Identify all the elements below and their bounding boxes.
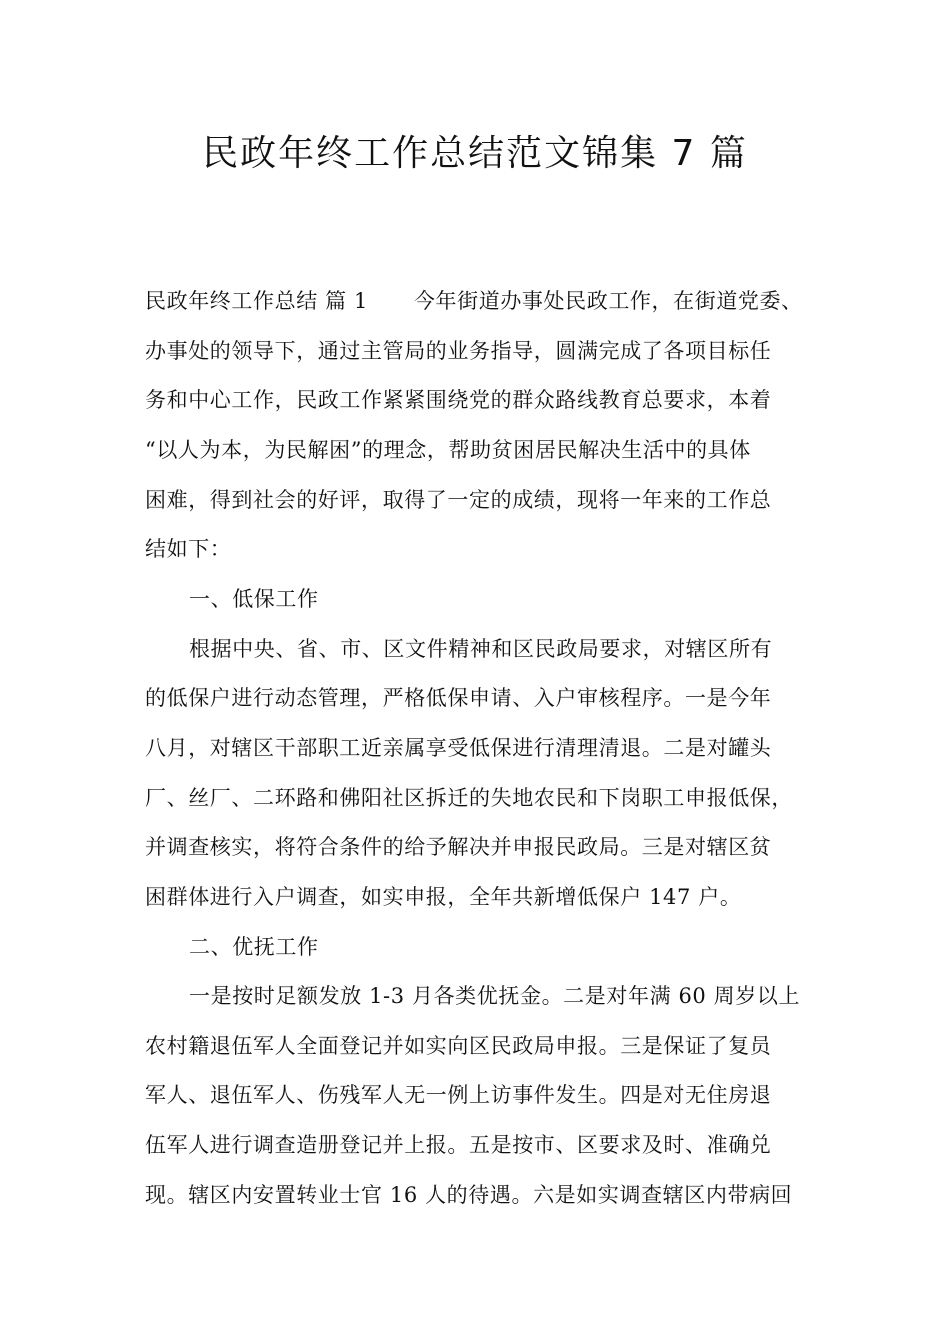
paragraph-line: 办事处的领导下，通过主管局的业务指导，圆满完成了各项目标任 [145,339,772,363]
paragraph-line: 军人、退伍军人、伤残军人无一例上访事件发生。四是对无住房退 [145,1083,772,1107]
paragraph-line: 困群体进行入户调查，如实申报，全年共新增低保户 147 户。 [145,885,742,909]
paragraph-line: 厂、丝厂、二环路和佛阳社区拆迁的失地农民和下岗职工申报低保， [145,786,793,810]
paragraph-line: 务和中心工作，民政工作紧紧围绕党的群众路线教育总要求，本着 [145,388,772,412]
paragraph-line [145,285,803,317]
document-title: 民政年终工作总结范文锦集 7 篇 [202,133,748,174]
section-heading: 一、低保工作 [189,587,319,611]
section-label: 民政年终工作总结 篇 1 [145,289,368,313]
paragraph-line: 根据中央、省、市、区文件精神和区民政局要求，对辖区所有 [189,637,773,661]
paragraph-line: “以人为本，为民解困”的理念，帮助贫困居民解决生活中的具体 [145,438,751,462]
paragraph-line: 一是按时足额发放 1-3 月各类优抚金。二是对年满 60 周岁以上 [189,984,801,1008]
paragraph-line: 伍军人进行调查造册登记并上报。五是按市、区要求及时、准确兑 [145,1133,772,1157]
paragraph-line: 并调查核实，将符合条件的给予解决并申报民政局。三是对辖区贫 [145,835,772,859]
paragraph-line: 困难，得到社会的好评，取得了一定的成绩，现将一年来的工作总 [145,488,772,512]
paragraph-line: 农村籍退伍军人全面登记并如实向区民政局申报。三是保证了复员 [145,1034,772,1058]
paragraph-text: 今年街道办事处民政工作，在街道党委、 [413,289,803,313]
paragraph-line: 的低保户进行动态管理，严格低保申请、入户审核程序。一是今年 [145,686,772,710]
paragraph-line: 结如下： [145,537,232,561]
section-heading: 二、优抚工作 [189,935,319,959]
paragraph-line: 八月，对辖区干部职工近亲属享受低保进行清理清退。二是对罐头 [145,736,772,760]
paragraph-line: 现。辖区内安置转业士官 16 人的待遇。六是如实调查辖区内带病回 [145,1183,793,1207]
